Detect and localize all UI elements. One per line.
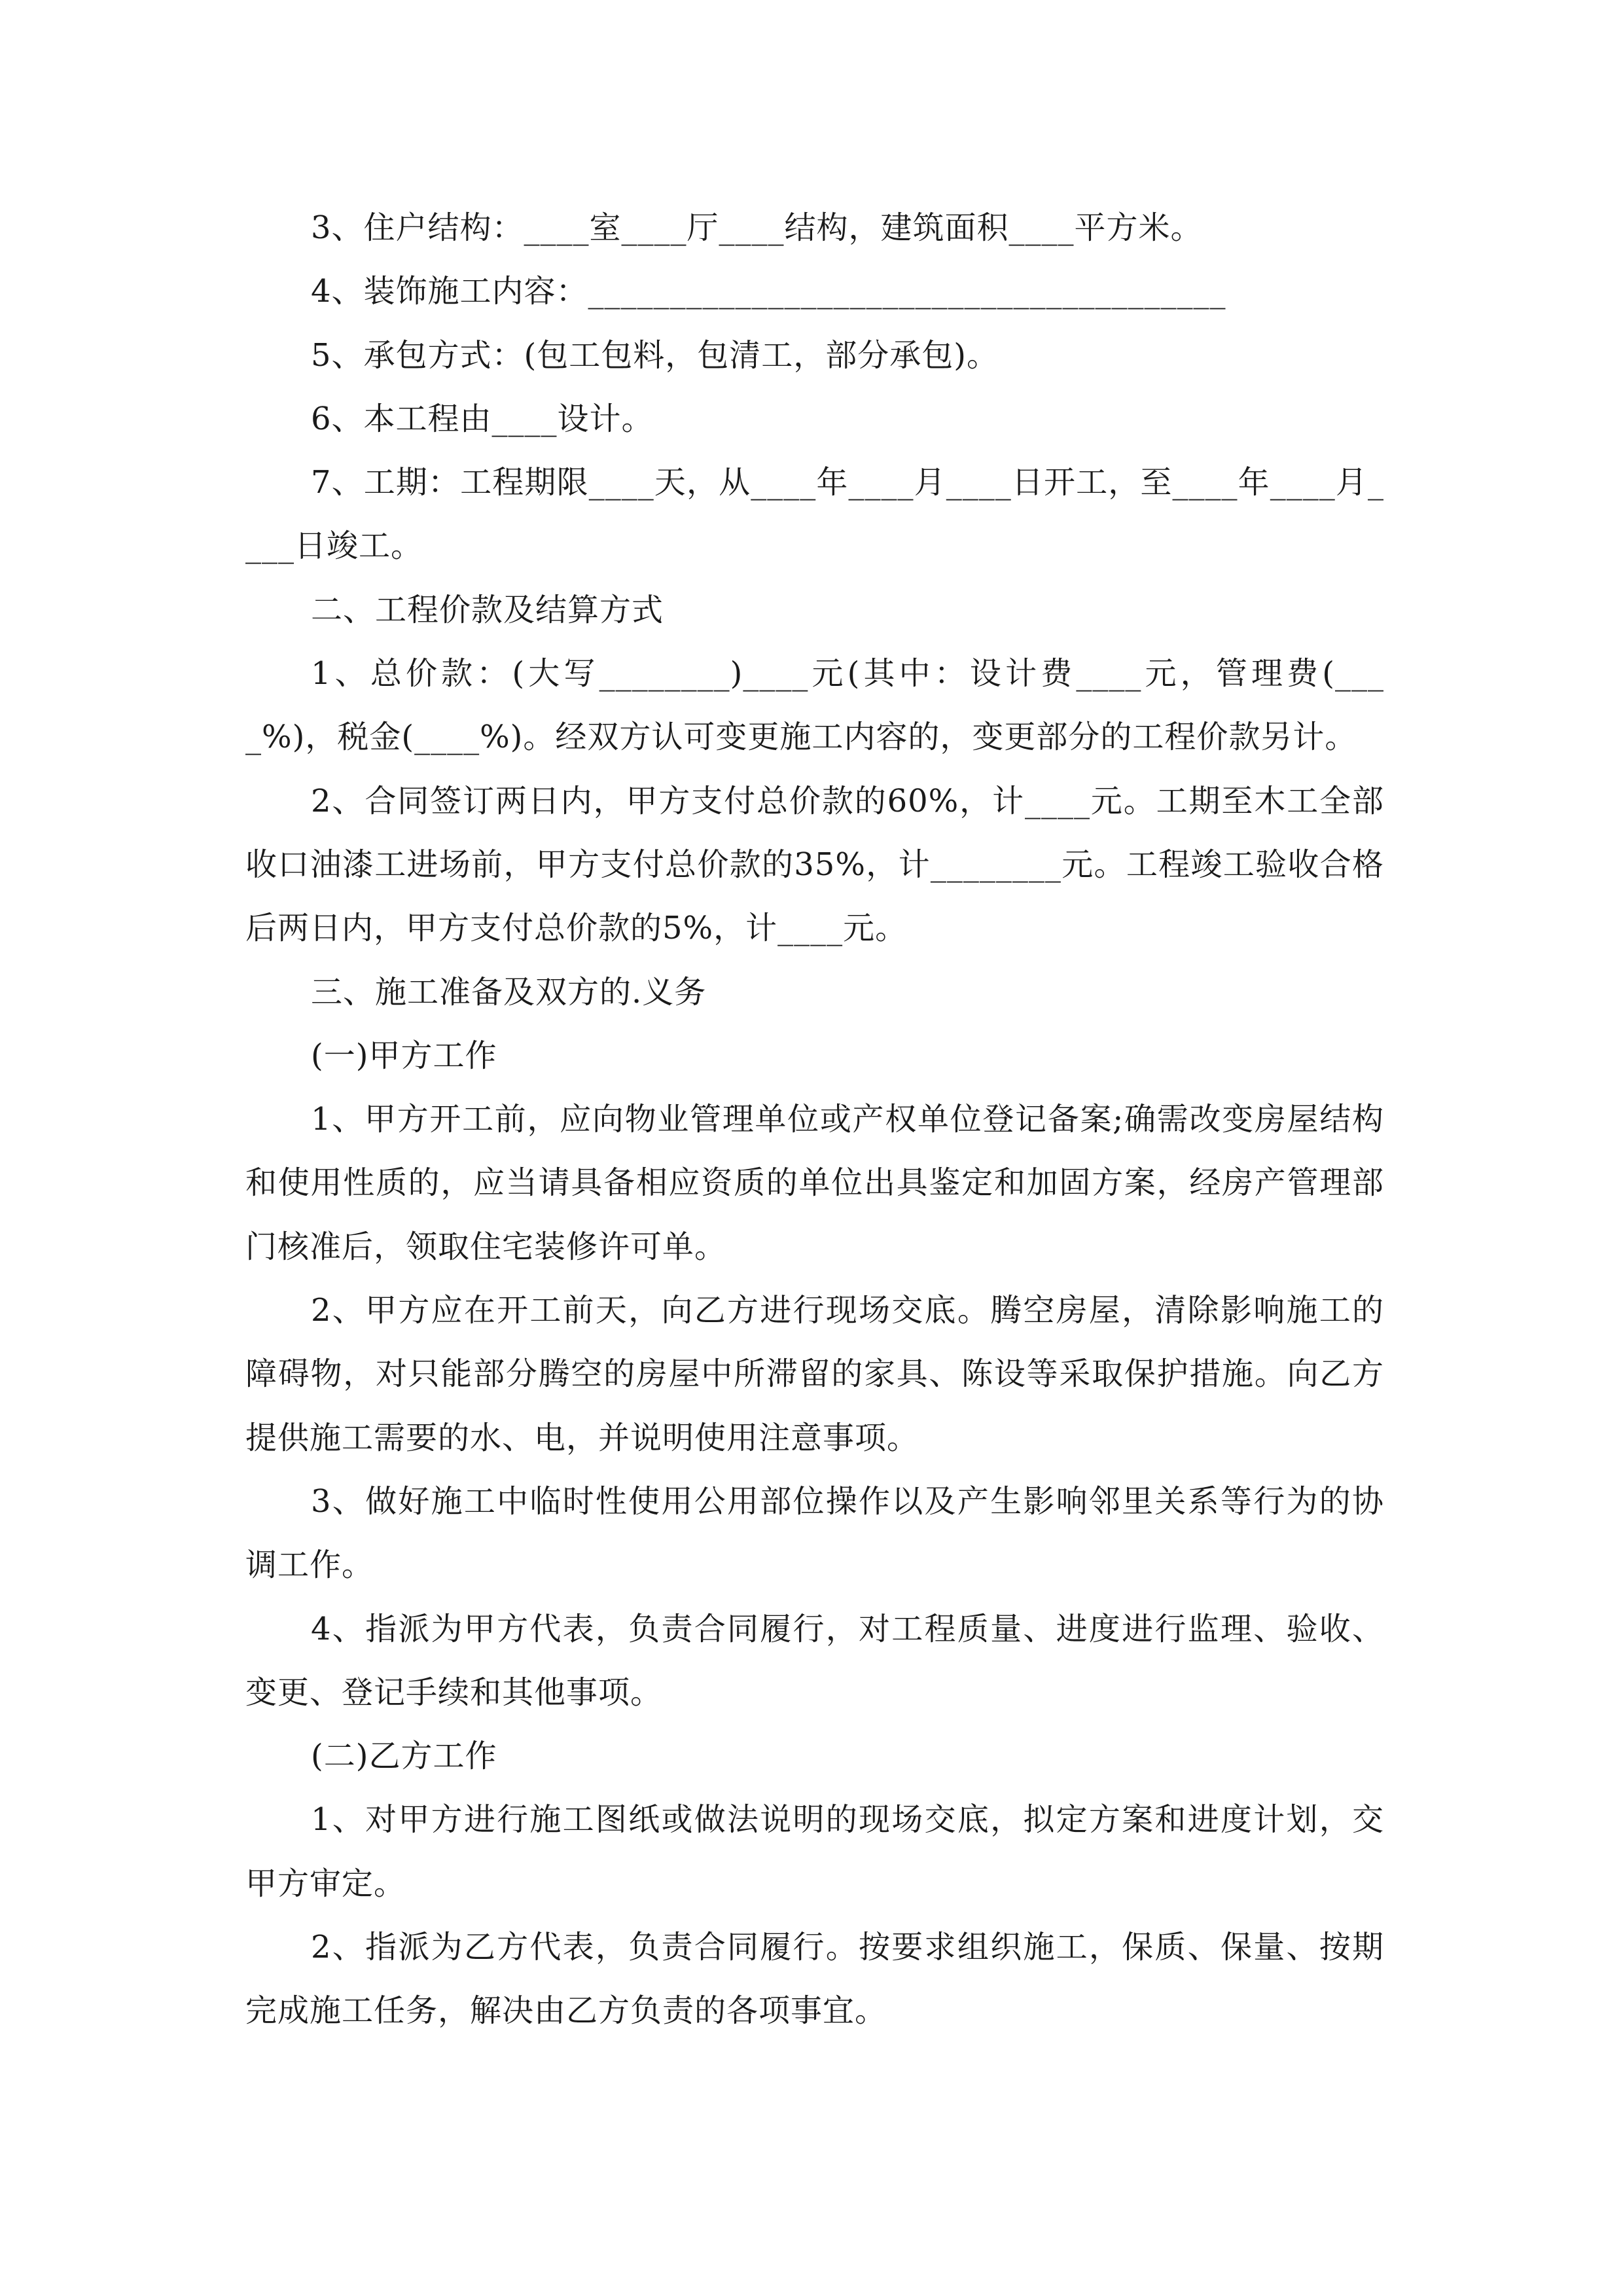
clause-4-decoration-content: 4、装饰施工内容：_______________________________________ (311, 273, 1226, 310)
clause-5-contract-mode: 5、承包方式：(包工包料，包清工，部分承包)。 (311, 336, 999, 374)
contract-body (245, 196, 1384, 2043)
clause-7-schedule: 7、工期：工程期限____天，从____年____月____日开工，至____年____月____日竣工。 (245, 464, 1384, 565)
subsection-heading-party-a: (一)甲方工作 (311, 1037, 497, 1074)
clause-6-designer: 6、本工程由____设计。 (311, 400, 654, 437)
price-clause-2-payment: 2、合同签订两日内，甲方支付总价款的60%，计____元。工期至木工全部收口油漆工进场前，甲方支付总价款的35%，计________元。工程竣工验收合格后两日内，甲方支付总价款的5%，计____元。 (245, 782, 1384, 947)
party-b-clause-1: 1、对甲方进行施工图纸或做法说明的现场交底，拟定方案和进度计划，交甲方审定。 (245, 1801, 1384, 1902)
price-clause-1-total: 1、总价款：(大写________)____元(其中：设计费____元，管理费(____%)，税金(____%)。经双方认可变更施工内容的，变更部分的工程价款另计。 (245, 655, 1384, 756)
section-heading-price-settlement: 二、工程价款及结算方式 (311, 591, 664, 628)
clause-3-housing-structure: 3、住户结构：____室____厅____结构，建筑面积____平方米。 (311, 209, 1203, 246)
party-a-clause-3: 3、做好施工中临时性使用公用部位操作以及产生影响邻里关系等行为的协调工作。 (245, 1482, 1384, 1584)
subsection-heading-party-b: (二)乙方工作 (311, 1738, 497, 1775)
party-a-clause-4: 4、指派为甲方代表，负责合同履行，对工程质量、进度进行监理、验收、变更、登记手续和其他事项。 (245, 1610, 1384, 1711)
section-heading-obligations: 三、施工准备及双方的.义务 (311, 973, 707, 1011)
party-a-clause-2: 2、甲方应在开工前天，向乙方进行现场交底。腾空房屋，清除影响施工的障碍物，对只能部分腾空的房屋中所滞留的家具、陈设等采取保护措施。向乙方提供施工需要的水、电，并说明使用注意事项。 (245, 1292, 1384, 1456)
party-a-clause-1: 1、甲方开工前，应向物业管理单位或产权单位登记备案;确需改变房屋结构和使用性质的，应当请具备相应资质的单位出具鉴定和加固方案，经房产管理部门核准后，领取住宅装修许可单。 (245, 1101, 1384, 1265)
party-b-clause-2: 2、指派为乙方代表，负责合同履行。按要求组织施工，保质、保量、按期完成施工任务，解决由乙方负责的各项事宜。 (245, 1929, 1384, 2030)
